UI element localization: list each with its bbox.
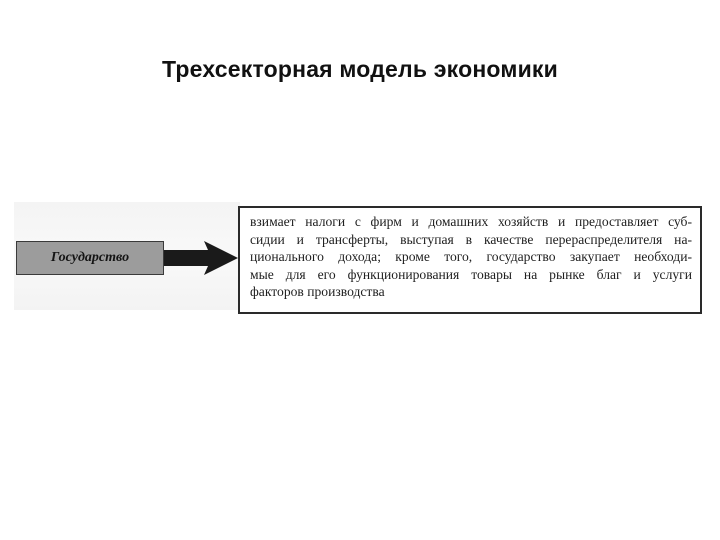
description-line: ционального дохода; кроме того, государство закупает необходи-	[250, 249, 692, 264]
description-box	[238, 206, 702, 314]
description-line: взимает налоги с фирм и домашних хозяйств и предоставляет суб-	[250, 214, 692, 229]
description-line: сидии и трансферты, выступая в качестве перераспределителя на-	[250, 231, 692, 247]
description-line: факторов производства	[250, 284, 385, 299]
diagram-figure	[14, 198, 704, 322]
description-line: мые для его функционирования товары на рынке благ и услуги	[250, 266, 692, 282]
entity-label: Государство	[50, 250, 130, 265]
slide-title: Трехсекторная модель экономики	[162, 56, 558, 82]
entity-box-government	[16, 241, 164, 275]
right-arrow-icon	[164, 240, 240, 276]
